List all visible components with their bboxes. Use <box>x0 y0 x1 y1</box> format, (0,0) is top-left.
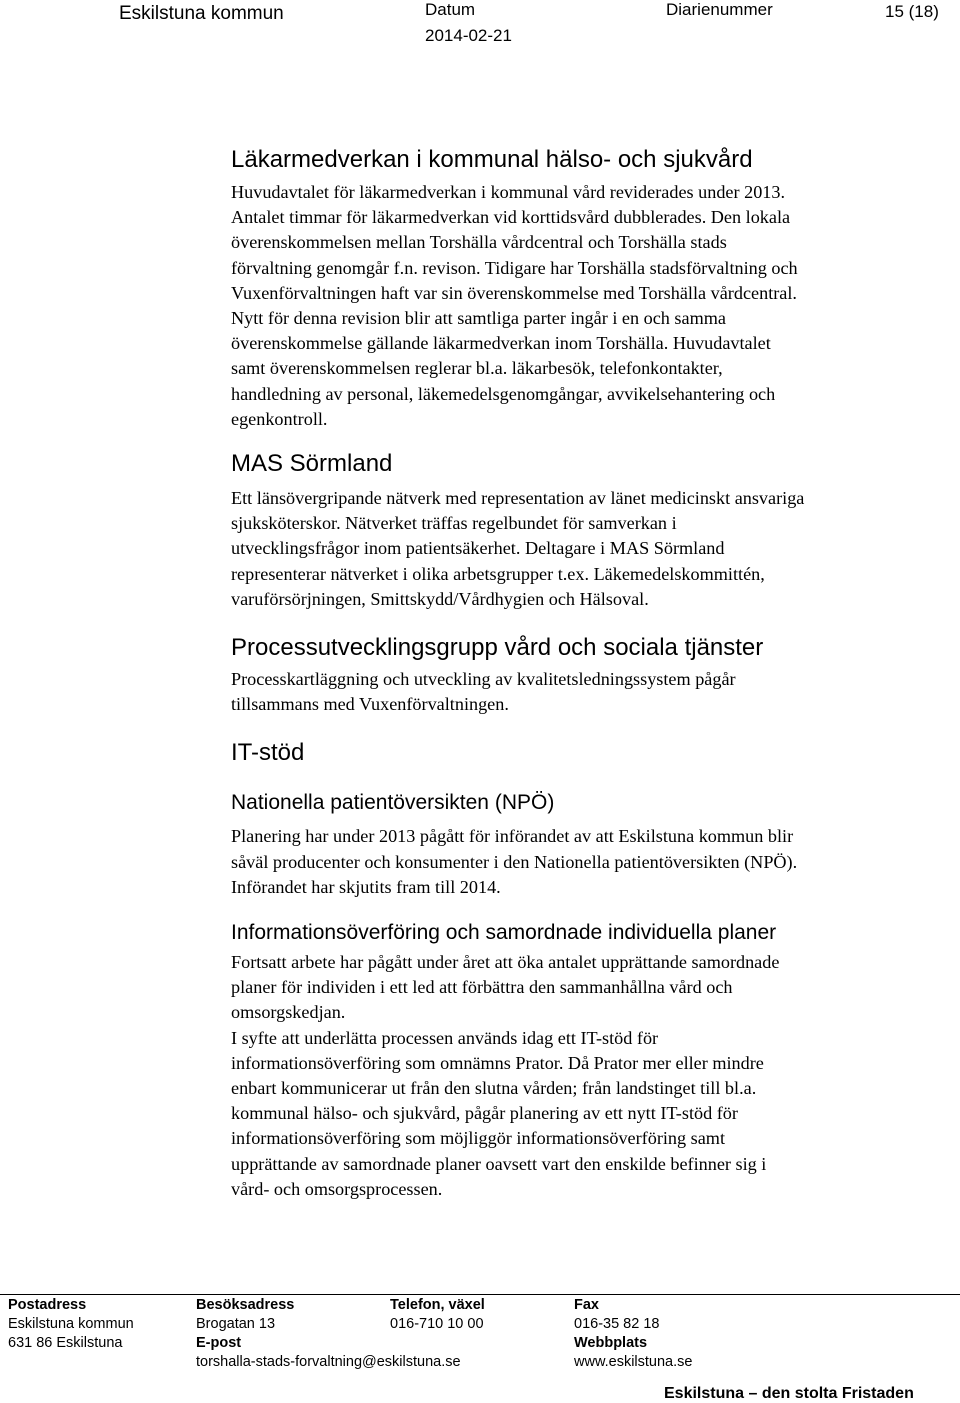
text-line: Fortsatt arbete har pågått under året att öka antalet upprättande samordnade <box>231 952 780 973</box>
text-line: överenskommelsen mellan Torshälla vårdcentral och Torshälla stads <box>231 232 727 253</box>
heading-mas-sormland: MAS Sörmland <box>231 450 393 478</box>
text-line: Processkartläggning och utveckling av kvalitetsledningssystem pågår <box>231 669 736 690</box>
text-line: planer för individen i ett led att förbättra den sammanhållna vård och <box>231 977 733 998</box>
text-line: upprättande av samordnade planer oavsett vart den enskilde befinner sig i <box>231 1153 767 1174</box>
text-line: informationsöverföring som omnämns Prator. Då Prator mer eller mindre <box>231 1052 764 1073</box>
text-line: representerar nätverket i olika arbetsgrupper t.ex. Läkemedelskommittén, <box>231 563 765 584</box>
text-line: Ett länsövergripande nätverk med representation av länet medicinskt ansvariga <box>231 488 805 509</box>
text-line: Vuxenförvaltningen haft var sin överenskommelse med Torshälla vårdcentral. <box>231 282 797 303</box>
footer-divider <box>0 1294 960 1295</box>
page-number: 15 (18) <box>885 2 939 21</box>
fax-value: 016-35 82 18 <box>574 1316 660 1332</box>
text-line: tillsammans med Vuxenförvaltningen. <box>231 694 509 715</box>
date-label: Datum <box>425 0 476 19</box>
date-value: 2014-02-21 <box>425 26 512 45</box>
paragraph-mas-sormland <box>231 486 921 612</box>
paragraph-lakarmedverkan <box>231 180 921 432</box>
text-line: omsorgskedjan. <box>231 1002 346 1023</box>
text-line: samt överenskommelsen reglerar bl.a. läkarbesök, telefonkontakter, <box>231 358 723 379</box>
heading-processutvecklingsgrupp: Processutvecklingsgrupp vård och sociala tjänster <box>231 634 764 662</box>
text-line: I syfte att underlätta processen används idag ett IT-stöd för <box>231 1027 659 1048</box>
fax-label: Fax <box>574 1297 599 1313</box>
heading-it-stod: IT-stöd <box>231 739 305 767</box>
text-line: såväl producenter och konsumenter i den Nationella patientöversikten (NPÖ). <box>231 851 798 872</box>
text-line: handledning av personal, läkemedelsgenomgångar, avvikelsehantering och <box>231 383 776 404</box>
organization-name: Eskilstuna kommun <box>119 3 284 24</box>
footer-phone <box>390 1296 485 1334</box>
heading-informationsoverforing: Informationsöverföring och samordnade individuella planer <box>231 921 777 945</box>
phone-label: Telefon, växel <box>390 1297 485 1313</box>
email-label: E-post <box>196 1335 242 1351</box>
visit-label: Besöksadress <box>196 1297 295 1313</box>
text-line: vård- och omsorgsprocessen. <box>231 1178 443 1199</box>
heading-npo: Nationella patientöversikten (NPÖ) <box>231 791 555 815</box>
text-line: sjuksköterskor. Nätverket träffas regelbundet för samverkan i <box>231 513 677 534</box>
footer-postal-address <box>8 1296 134 1353</box>
visit-value: Brogatan 13 <box>196 1316 276 1332</box>
paragraph-processutvecklingsgrupp <box>231 667 921 717</box>
text-line: Antalet timmar för läkarmedverkan vid korttidsvård dubblerades. Den lokala <box>231 207 791 228</box>
text-line: Huvudavtalet för läkarmedverkan i kommunal vård reviderades under 2013. <box>231 182 786 202</box>
web-label: Webbplats <box>574 1335 648 1351</box>
heading-lakarmedverkan: Läkarmedverkan i kommunal hälso- och sjukvård <box>231 146 753 173</box>
text-line: Nytt för denna revision blir att samtliga parter ingår i en och samma <box>231 308 726 329</box>
text-line: förvaltning genomgår f.n. revison. Tidigare har Torshälla stadsförvaltning och <box>231 257 798 278</box>
footer-slogan: Eskilstuna – den stolta Fristaden <box>664 1385 914 1402</box>
diary-number-label: Diarienummer <box>666 0 773 19</box>
text-line: Planering har under 2013 pågått för införandet av att Eskilstuna kommun blir <box>231 826 794 847</box>
footer-fax-web <box>574 1296 692 1372</box>
text-line: egenkontroll. <box>231 408 328 429</box>
paragraph-informationsoverforing <box>231 950 921 1202</box>
paragraph-npo <box>231 824 921 900</box>
postal-label: Postadress <box>8 1297 87 1313</box>
text-line: informationsöverföring som möjliggör informationsöverföring samt <box>231 1128 726 1149</box>
text-line: enbart kommunicerar ut från den slutna vården; från landstinget till bl.a. <box>231 1078 757 1099</box>
phone-value: 016-710 10 00 <box>390 1316 484 1332</box>
text-line: överenskommelse gällande läkarmedverkan inom Torshälla. Huvudavtalet <box>231 333 771 354</box>
text-line: kommunal hälso- och sjukvård, pågår planering av ett nytt IT-stöd för <box>231 1103 738 1124</box>
text-line: utvecklingsfrågor inom patientsäkerhet. Deltagare i MAS Sörmland <box>231 538 725 559</box>
postal-line-2: 631 86 Eskilstuna <box>8 1335 123 1351</box>
postal-line-1: Eskilstuna kommun <box>8 1316 134 1332</box>
email-value: torshalla-stads-forvaltning@eskilstuna.se <box>196 1354 461 1370</box>
web-value: www.eskilstuna.se <box>574 1354 693 1370</box>
text-line: Införandet har skjutits fram till 2014. <box>231 876 501 897</box>
document-body <box>231 140 921 1202</box>
text-line: varuförsörjningen, Smittskydd/Vårdhygien och Hälsoval. <box>231 588 649 609</box>
